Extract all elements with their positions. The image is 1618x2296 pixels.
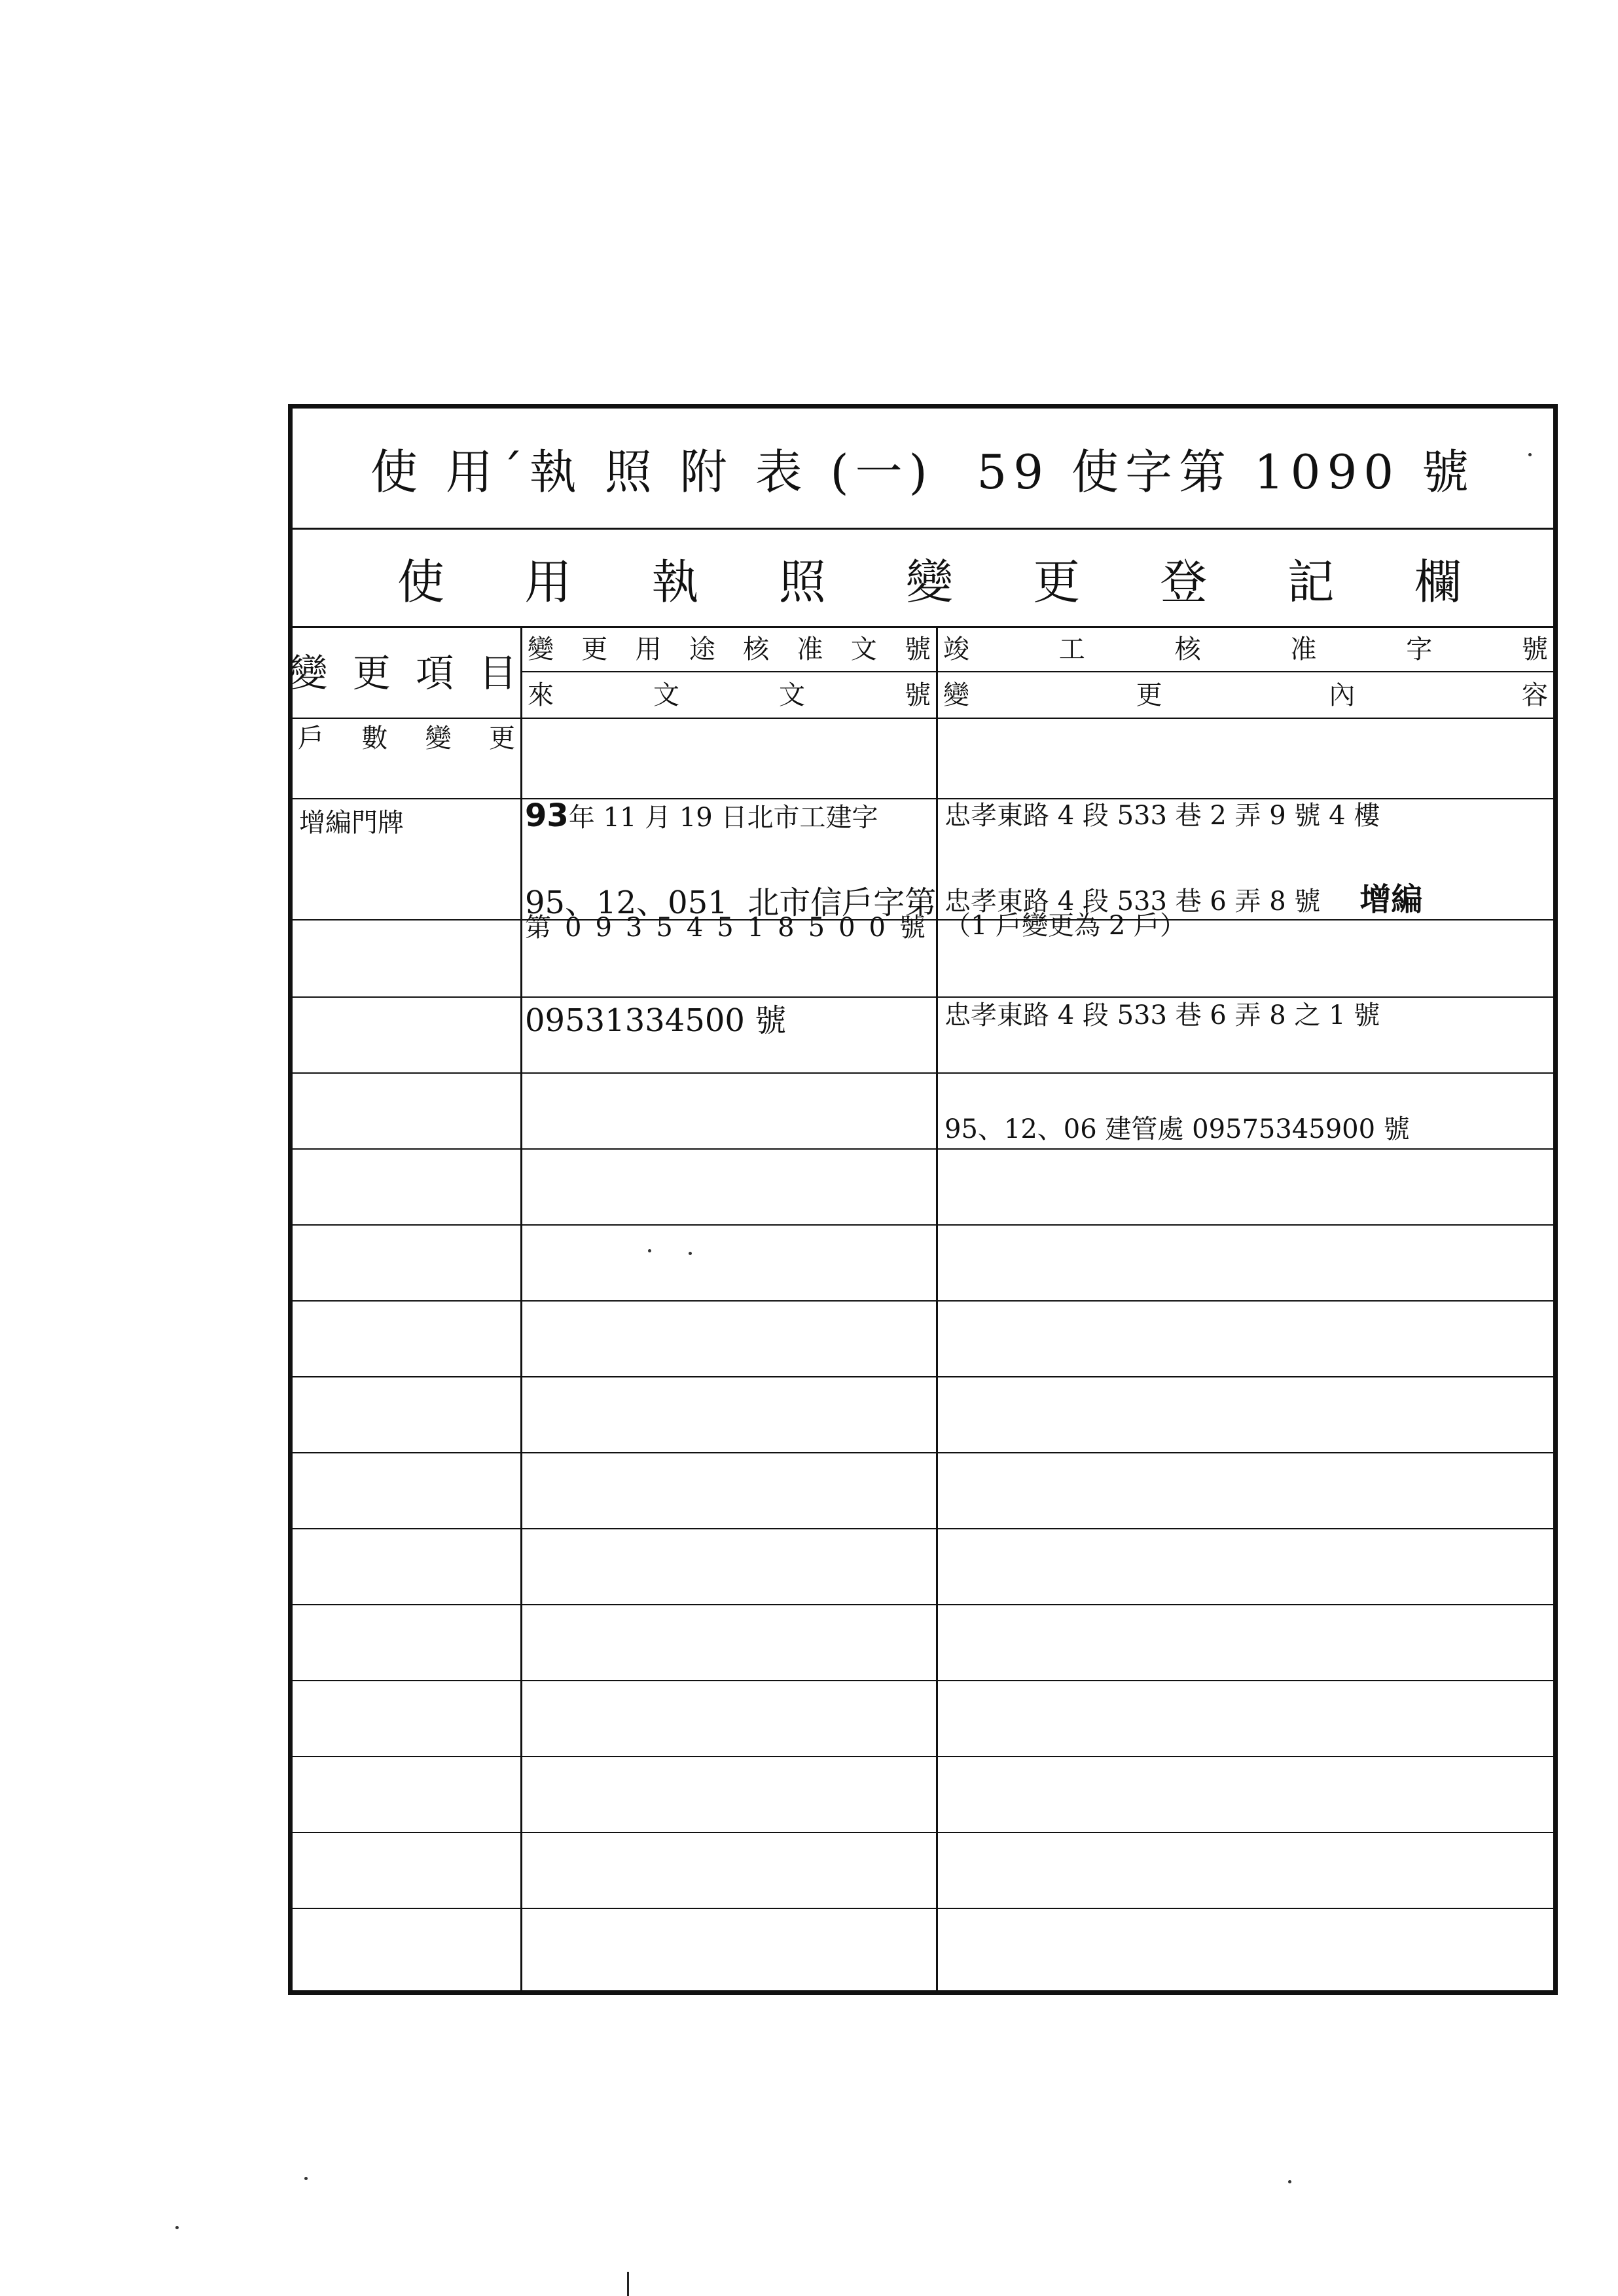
header-char: 工	[1058, 634, 1085, 665]
entry-item-new-door-number: 增編門牌	[299, 808, 404, 838]
change-content-header	[938, 673, 1553, 718]
row-line	[293, 1756, 1553, 1757]
approval-doc-header	[522, 628, 936, 671]
doc-char: 號	[899, 913, 926, 943]
change-item-header: 變 更 項 目	[289, 650, 524, 695]
doc-line: 09531334500 號	[525, 1002, 787, 1039]
subtitle-char: 照	[778, 554, 826, 610]
header-char: 更	[581, 634, 608, 665]
scan-mark	[627, 2272, 629, 2296]
content-line: 忠孝東路 4 段 533 巷 6 弄 8 號	[944, 886, 1321, 917]
row-line	[293, 1832, 1553, 1833]
header-char: 號	[904, 634, 931, 665]
scan-speck	[175, 2226, 179, 2229]
item-char: 戶	[298, 723, 324, 754]
header-char: 來	[528, 680, 554, 710]
doc-char: 3	[625, 913, 643, 943]
item-char: 變	[425, 723, 452, 754]
header-char: 字	[1406, 634, 1433, 665]
item-char: 更	[488, 723, 515, 754]
header-char: 號	[1521, 634, 1548, 665]
scan-speck	[648, 1249, 651, 1252]
header-char: 核	[743, 634, 770, 665]
header-char: 容	[1521, 680, 1548, 710]
handwritten-year: 93	[525, 797, 569, 834]
doc-line: 95、12、051 北市信戶字第	[525, 884, 937, 921]
header-char: 用	[635, 634, 662, 665]
doc-char: 5	[656, 913, 673, 943]
row-line	[293, 1376, 1553, 1377]
row-line	[293, 1300, 1553, 1302]
scan-speck	[689, 1252, 692, 1255]
header-char: 准	[797, 634, 823, 665]
scan-speck	[1528, 453, 1532, 456]
header-char: 竣	[943, 634, 969, 665]
subtitle-char: 用	[524, 554, 572, 610]
subtitle-char: 記	[1287, 554, 1335, 610]
row-line	[293, 1908, 1553, 1909]
header-char: 變	[528, 634, 554, 665]
doc-char: 8	[778, 913, 795, 943]
header-char: 更	[1136, 680, 1162, 710]
content-line: （1 戶變更為 2 戶）	[944, 911, 1187, 941]
header-char: 內	[1329, 680, 1356, 710]
row-line	[293, 1528, 1553, 1529]
scan-speck	[1288, 2180, 1291, 2183]
header-char: 途	[689, 634, 715, 665]
scan-speck	[304, 2177, 308, 2180]
subtitle-char: 更	[1033, 554, 1081, 610]
entry-doc-number	[522, 799, 937, 1039]
subtitle-char: 登	[1160, 554, 1208, 610]
completion-approval-header	[938, 628, 1553, 671]
subtitle-char: 欄	[1414, 554, 1462, 610]
row-line	[293, 1224, 1553, 1226]
doc-char: 1	[747, 913, 764, 943]
row-line	[293, 1604, 1553, 1605]
doc-char: 5	[808, 913, 825, 943]
header-char: 准	[1290, 634, 1317, 665]
doc-char: 0	[565, 913, 582, 943]
content-line: 95、12、06 建管處 09575345900 號	[944, 1114, 1410, 1144]
row-line	[293, 1452, 1553, 1453]
doc-char: 0	[838, 913, 855, 943]
doc-char: 9	[595, 913, 612, 943]
row-line	[293, 1680, 1553, 1681]
doc-char: 0	[869, 913, 886, 943]
header-char: 號	[905, 680, 931, 710]
doc-char: 5	[717, 913, 734, 943]
content-line: 忠孝東路 4 段 533 巷 6 弄 8 之 1 號	[944, 1000, 1380, 1030]
header-split-line	[522, 671, 1553, 672]
license-appendix-form	[288, 404, 1558, 1995]
entry-item-household-change	[293, 719, 520, 758]
content-line: 忠孝東路 4 段 533 巷 2 弄 9 號 4 樓	[944, 801, 1380, 831]
header-char: 核	[1174, 634, 1201, 665]
header-char: 文	[779, 680, 805, 710]
doc-line: 年 11 月 19 日北市工建字	[568, 803, 878, 833]
incoming-doc-header	[522, 673, 936, 718]
subtitle-char: 執	[651, 554, 699, 610]
subtitle-char: 使	[397, 554, 445, 610]
header-char: 變	[943, 680, 969, 710]
header-char: 文	[653, 680, 679, 710]
handwritten-note: 增編	[1359, 881, 1423, 918]
doc-char: 第	[525, 913, 551, 943]
item-char: 數	[361, 723, 388, 754]
doc-char: 4	[686, 913, 704, 943]
form-title: 使 用ˊ執 照 附 表 (一) 59 使字第 1090 號	[293, 409, 1553, 530]
form-subtitle	[293, 530, 1553, 628]
subtitle-char: 變	[905, 554, 953, 610]
header-char: 文	[850, 634, 877, 665]
